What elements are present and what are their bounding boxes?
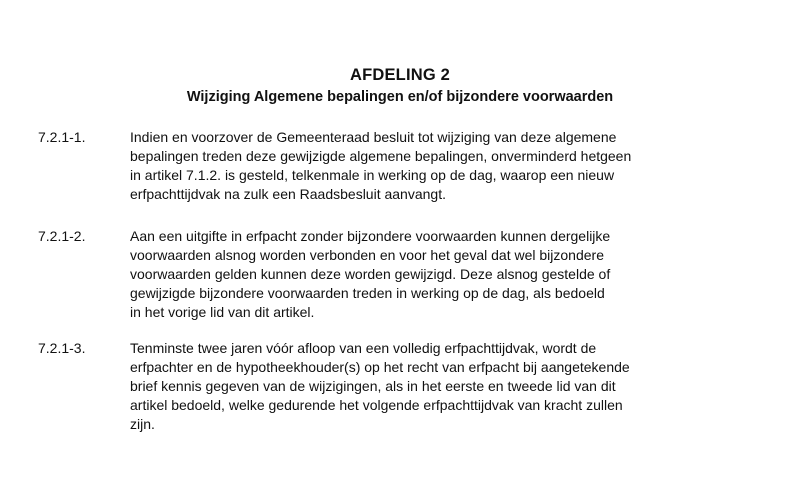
- section-heading: AFDELING 2: [349, 66, 451, 84]
- article-line: artikel bedoeld, welke gedurende het volgende erfpachttijdvak van kracht zullen: [130, 397, 623, 413]
- article-line: Aan een uitgifte in erfpacht zonder bijzondere voorwaarden kunnen dergelijke: [130, 228, 611, 244]
- article-text: [130, 227, 770, 322]
- article-line: voorwaarden alsnog worden verbonden en voor het geval dat wel bijzondere: [130, 247, 604, 263]
- article-line: gewijzigde bijzondere voorwaarden treden in werking op de dag, als bedoeld: [130, 285, 605, 301]
- article-line: erfpachttijdvak na zulk een Raadsbesluit aanvangt.: [130, 186, 446, 202]
- article-line: bepalingen treden deze gewijzigde algemene bepalingen, onverminderd hetgeen: [130, 148, 632, 164]
- article-line: voorwaarden gelden kunnen deze worden gewijzigd. Deze alsnog gestelde of: [130, 266, 611, 282]
- article-line: zijn.: [130, 416, 155, 432]
- article-line: erfpachter en de hypotheekhouder(s) op het recht van erfpacht bij aangetekende: [130, 359, 630, 375]
- article-number: 7.2.1-2.: [38, 228, 86, 244]
- article-number: 7.2.1-3.: [38, 340, 86, 356]
- article-number: 7.2.1-1.: [38, 129, 86, 145]
- article-text: [130, 128, 770, 204]
- article-line: Tenminste twee jaren vóór afloop van een volledig erfpachttijdvak, wordt de: [130, 340, 597, 356]
- article-line: in het vorige lid van dit artikel.: [130, 304, 315, 320]
- article-line: in artikel 7.1.2. is gesteld, telkenmale in werking op de dag, waarop een nieuw: [130, 167, 615, 183]
- article-line: brief kennis gegeven van de wijzigingen, als in het eerste en tweede lid van dit: [130, 378, 616, 394]
- article-line: Indien en voorzover de Gemeenteraad besluit tot wijziging van deze algemene: [130, 129, 617, 145]
- article-text: [130, 339, 770, 434]
- section-subheading: Wijziging Algemene bepalingen en/of bijzondere voorwaarden: [186, 89, 614, 105]
